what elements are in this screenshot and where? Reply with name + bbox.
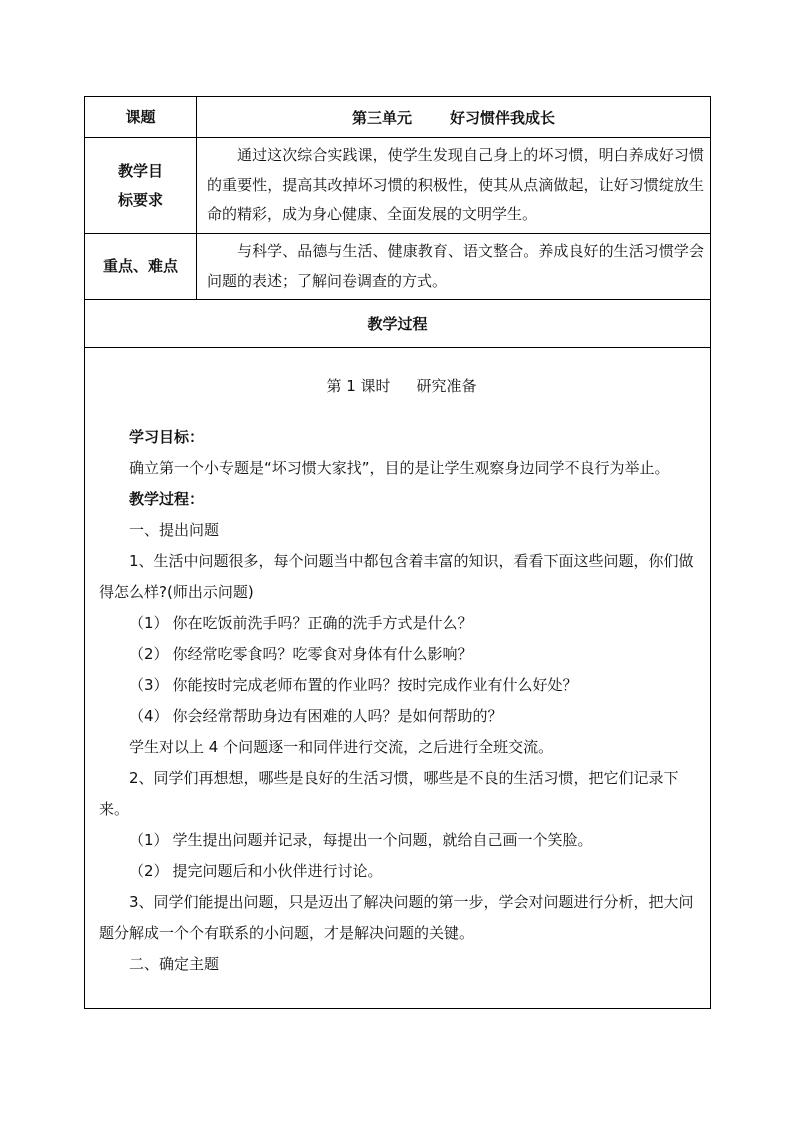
goals-label (85, 138, 197, 234)
section1-title: 一、提出问题 (129, 521, 220, 539)
lesson-plan-table (84, 96, 711, 1009)
item2-text: 2、同学们再想想，哪些是良好的生活习惯，哪些是不良的生活习惯，把它们记录下来。 (99, 769, 679, 818)
question-item: （2） 你经常吃零食吗？吃零食对身体有什么影响？ (129, 645, 473, 663)
exchange-text: 学生对以上 4 个问题逐一和同伴进行交流，之后进行全班交流。 (129, 738, 554, 756)
process-header: 教学过程 (85, 300, 711, 348)
lesson-title: 研究准备 (416, 377, 477, 395)
goals-label-line1: 教学目 (117, 161, 163, 180)
objective-text: 确立第一个小专题是“坏习惯大家找”，目的是让学生观察身边同学不良行为举止。 (129, 459, 670, 477)
item3-text: 3、同学们能提出问题，只是迈出了解决问题的第一步，学会对问题进行分析，把大问题分解成一个个有联系的小问题，才是解决问题的关键。 (99, 893, 694, 942)
topic-title-cell (197, 97, 711, 138)
topic-label: 课题 (85, 97, 197, 138)
topic-row (85, 97, 711, 138)
question-item: （1） 你在吃饭前洗手吗？正确的洗手方式是什么？ (129, 614, 473, 632)
objective-heading: 学习目标： (129, 428, 205, 446)
lesson-theme: 好习惯伴我成长 (450, 108, 556, 127)
key-points-label: 重点、难点 (85, 234, 197, 300)
unit-name: 第三单元 (351, 108, 412, 127)
process-body (85, 348, 711, 1009)
question-item: （4） 你会经常帮助身边有困难的人吗？是如何帮助的？ (129, 707, 503, 725)
process-header-row (85, 300, 711, 348)
question-item: （3） 你能按时完成老师布置的作业吗？按时完成作业有什么好处？ (129, 676, 578, 694)
lesson-heading (99, 371, 704, 402)
lesson-number: 第 1 课时 (326, 377, 391, 395)
process-heading: 教学过程： (129, 490, 205, 508)
goals-text: 通过这次综合实践课，使学生发现自己身上的坏习惯，明白养成好习惯的重要性，提高其改掉坏习惯的积极性，使其从点滴做起，让好习惯绽放生命的精彩，成为身心健康、全面发展的文明学生。 (197, 138, 711, 234)
item1-text: 1、生活中问题很多，每个问题当中都包含着丰富的知识，看看下面这些问题，你们做得怎么样?(师出示问题) (99, 552, 694, 601)
key-points-text: 与科学、品德与生活、健康教育、语文整合。养成良好的生活习惯学会问题的表述；了解问卷调查的方式。 (197, 234, 711, 300)
key-points-row (85, 234, 711, 300)
step-item: （2） 提完问题后和小伙伴进行讨论。 (129, 862, 383, 880)
process-body-row (85, 348, 711, 1009)
goals-row (85, 138, 711, 234)
goals-label-line2: 标要求 (117, 190, 163, 209)
section2-title: 二、确定主题 (129, 955, 220, 973)
step-item: （1） 学生提出问题并记录，每提出一个问题，就给自己画一个笑脸。 (129, 831, 593, 849)
